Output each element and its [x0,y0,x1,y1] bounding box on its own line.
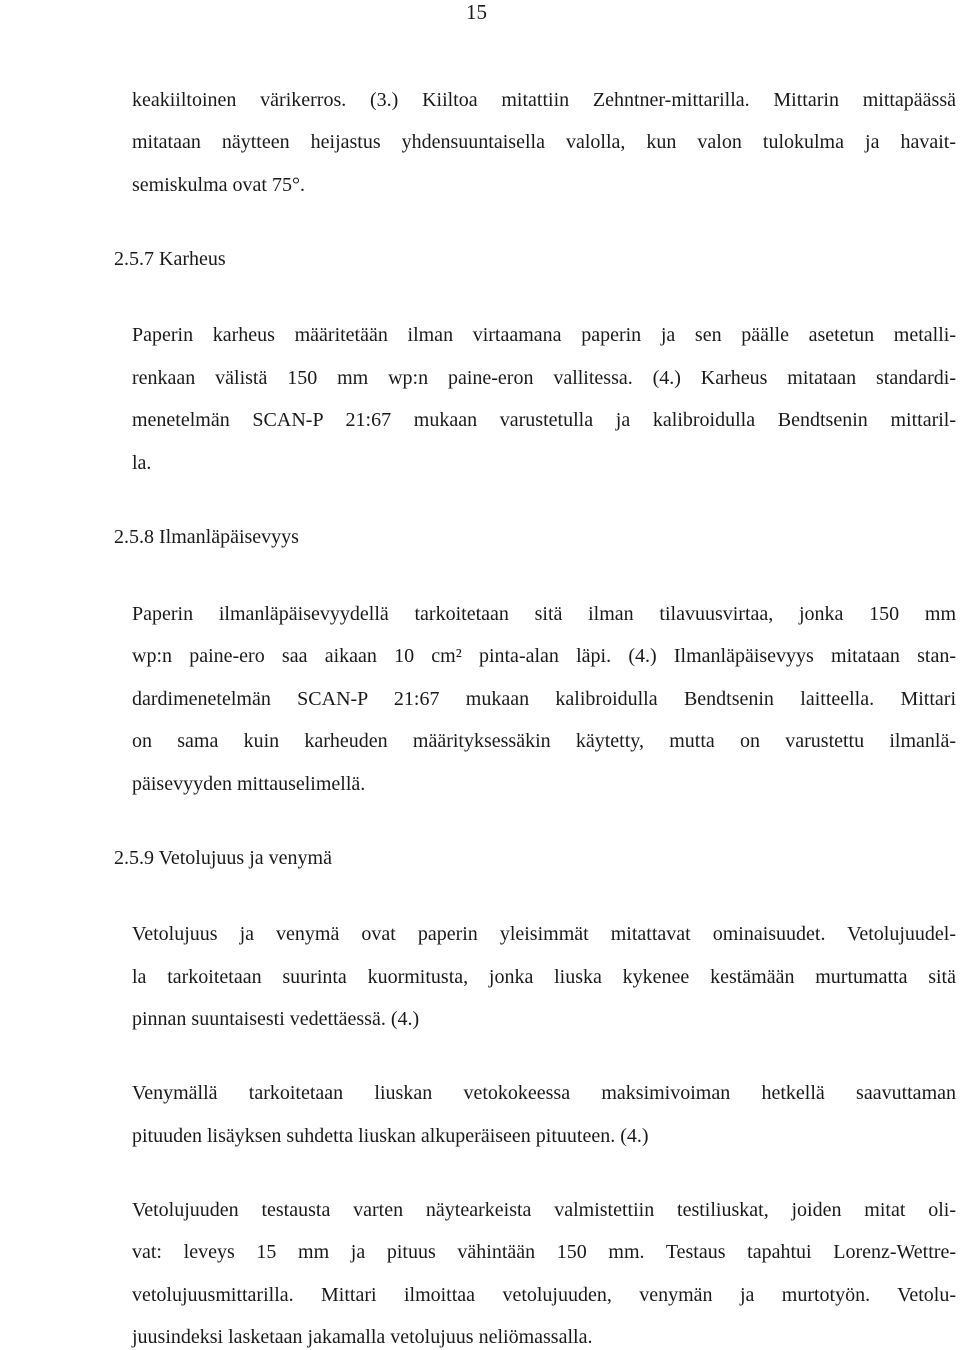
paragraph-line: keakiiltoinen värikerros. (3.) Kiiltoa mitattiin Zehntner-mittarilla. Mittarin mittapäässä [132,89,956,111]
paragraph-line: Paperin ilmanläpäisevyydellä tarkoitetaan sitä ilman tilavuusvirtaa, jonka 150 mm [132,603,956,625]
paragraph-line: renkaan välistä 150 mm wp:n paine-eron vallitessa. (4.) Karheus mitataan standardi- [132,367,956,389]
paragraph-line: on sama kuin karheuden määrityksessäkin käytetty, mutta on varustettu ilmanlä- [132,730,956,752]
paragraph-line: vat: leveys 15 mm ja pituus vähintään 150 mm. Testaus tapahtui Lorenz-Wettre- [132,1241,956,1263]
paragraph-line: Vetolujuuden testausta varten näytearkeista valmistettiin testiliuskat, joiden mitat oli- [132,1199,956,1221]
paragraph-line: pinnan suuntaisesti vedettäessä. (4.) [132,1008,420,1030]
paragraph-line: pituuden lisäyksen suhdetta liuskan alkuperäiseen pituuteen. (4.) [132,1125,649,1147]
paragraph-line: mitataan näytteen heijastus yhdensuuntaisella valolla, kun valon tulokulma ja havait- [132,131,956,153]
paragraph-line: semiskulma ovat 75°. [132,174,305,196]
paragraph-line: la tarkoitetaan suurinta kuormitusta, jonka liuska kykenee kestämään murtumatta sitä [132,966,956,988]
section-heading-karheus: 2.5.7 Karheus [114,248,226,270]
section-heading-vetolujuus: 2.5.9 Vetolujuus ja venymä [114,847,332,869]
page-number: 15 [466,0,487,24]
paragraph-line: juusindeksi lasketaan jakamalla vetolujuus neliömassalla. [132,1326,593,1348]
paragraph-line: Paperin karheus määritetään ilman virtaamana paperin ja sen päälle asetetun metalli- [132,324,956,346]
paragraph-line: vetolujuusmittarilla. Mittari ilmoittaa vetolujuuden, venymän ja murtotyön. Vetolu- [132,1284,956,1306]
paragraph-line: la. [132,452,152,474]
paragraph-line: menetelmän SCAN-P 21:67 mukaan varustetulla ja kalibroidulla Bendtsenin mittaril- [132,409,956,431]
paragraph-line: päisevyyden mittauselimellä. [132,773,366,795]
paragraph-line: Vetolujuus ja venymä ovat paperin yleisimmät mitattavat ominaisuudet. Vetolujuudel- [132,923,956,945]
paragraph-line: wp:n paine-ero saa aikaan 10 cm² pinta-alan läpi. (4.) Ilmanläpäisevyys mitataan stan- [132,645,956,667]
paragraph-line: Venymällä tarkoitetaan liuskan vetokokeessa maksimivoiman hetkellä saavuttaman [132,1082,956,1104]
paragraph-line: dardimenetelmän SCAN-P 21:67 mukaan kalibroidulla Bendtsenin laitteella. Mittari [132,688,956,710]
section-heading-ilmanlapaisevyys: 2.5.8 Ilmanläpäisevyys [114,526,299,548]
